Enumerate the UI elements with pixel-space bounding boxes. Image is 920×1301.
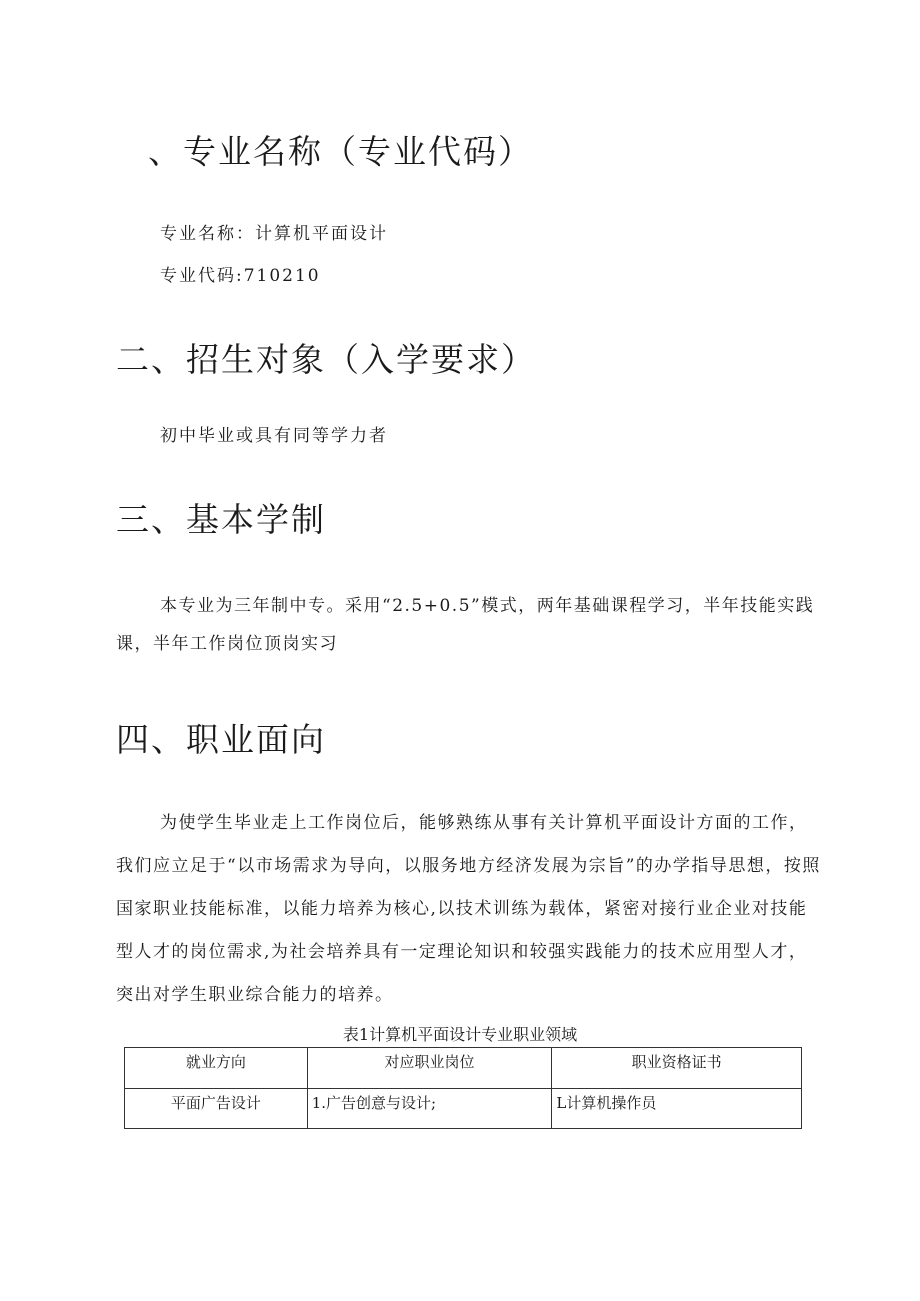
table-header-row <box>125 1048 802 1089</box>
header-job-position: 对应职业岗位 <box>307 1048 552 1089</box>
table-caption: 表1计算机平面设计专业职业领域 <box>342 1025 578 1044</box>
enrollment-text: 初中毕业或具有同等学力者 <box>160 426 388 446</box>
major-name-line: 专业名称：计算机平面设计 <box>160 224 388 244</box>
header-employment-direction: 就业方向 <box>125 1048 308 1089</box>
section-2-heading: 二、招生对象（入学要求） <box>116 340 536 379</box>
duration-text: 本专业为三年制中专。采用“2.5+0.5”模式，两年基础课程学习，半年技能实践课，半年工作岗位顶岗实习 <box>116 596 815 654</box>
table-cell-certificate: L计算机操作员 <box>552 1089 802 1129</box>
table-cell-direction: 平面广告设计 <box>125 1089 308 1129</box>
table-row <box>125 1089 802 1129</box>
section-4-heading: 四、职业面向 <box>116 720 326 759</box>
career-table <box>124 1047 802 1129</box>
section-3-heading: 三、基本学制 <box>116 500 326 539</box>
table-cell-position: 1.广告创意与设计; <box>307 1089 552 1129</box>
header-qualification-certificate: 职业资格证书 <box>552 1048 802 1089</box>
major-code-line: 专业代码:710210 <box>160 266 321 286</box>
career-text: 为使学生毕业走上工作岗位后，能够熟练从事有关计算机平面设计方面的工作，我们应立足于“以市场需求为导向，以服务地方经济发展为宗旨”的办学指导思想，按照国家职业技能标准，以能力培养为核心,以技术训练为载体，紧密对接行业企业对技能型人才的岗位需求,为社会培养具有一定理论知识和较强实践能力的技术应用型人才，突出对学生职业综合能力的培养。 <box>116 813 821 1005</box>
section-1-heading: 、专业名称（专业代码） <box>148 132 533 171</box>
